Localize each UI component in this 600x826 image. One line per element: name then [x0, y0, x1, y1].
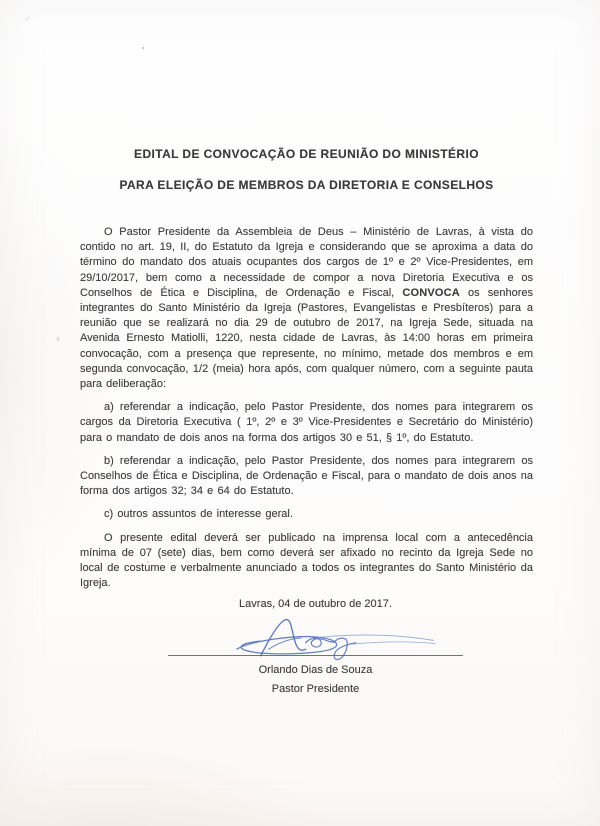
- doc-title-line-2: PARA ELEIÇÃO DE MEMBROS DA DIRETORIA E CONSELHOS: [119, 178, 494, 192]
- scan-speck: [142, 47, 144, 49]
- doc-title-line-1: EDITAL DE CONVOCAÇÃO DE REUNIÃO DO MINISTÉRIO: [134, 147, 479, 161]
- date-line: Lavras, 04 de outubro de 2017.: [239, 598, 392, 611]
- agenda-item-c: c) outros assuntos de interesse geral.: [104, 508, 293, 521]
- closing-paragraph: O presente edital deverá ser publicado na imprensa local com a antecedência mínima de 07 (sete) dias, bem como deverá ser afixado no recinto da Igreja Sede no local de costume e verbalmente anunciado a todos os integrantes do Santo Ministério da Igreja.: [80, 531, 533, 590]
- signature-line: [168, 655, 463, 656]
- convoca-emphasis: CONVOCA: [402, 286, 460, 299]
- scan-speck: [24, 16, 30, 21]
- signatory-name: Orlando Dias de Souza: [258, 664, 373, 677]
- document-body: [80, 146, 533, 696]
- agenda-item-a: a) referendar a indicação, pelo Pastor Presidente, dos nomes para integrarem os cargos da Diretoria Executiva ( 1º, 2º e 3º Vice-Presidentes e Secretário do Ministério) para o mandato de dois anos na forma dos artigos 30 e 51, § 1º, do Estatuto.: [80, 401, 533, 444]
- opening-paragraph-text: O Pastor Presidente da Assembleia de Deus – Ministério de Lavras, à vista do contido no art. 19, II, do Estatuto da Igreja e considerando que se aproxima a data do término do mandato dos atuais ocupantes dos cargos de 1º e 2º Vice-Presidentes, em 29/10/2017, bem como a necessidade de compor a nova Diretoria Executiva e os Conselhos de Ética e Disciplina, de Ordenação e Fiscal,: [80, 226, 533, 299]
- agenda-item-b: b) referendar a indicação, pelo Pastor Presidente, dos nomes para integrarem os Conselhos de Ética e Disciplina, de Ordenação e Fiscal, para o mandato de dois anos na forma dos artigos 32; 34 e 64 do Estatuto.: [80, 454, 533, 498]
- signatory-title: Pastor Presidente: [271, 683, 360, 696]
- signature-block: [98, 614, 533, 696]
- opening-paragraph: [80, 225, 533, 392]
- scan-speck: [57, 337, 59, 341]
- opening-paragraph-continuation: os senhores integrantes do Santo Ministério da Igreja (Pastores, Evangelistas e Presbíteros) para a reunião que se realizará no dia 29 de outubro de 2017, na Igreja Sede, situada na Avenida Ernesto Matiolli, 1220, nesta cidade de Lavras, às 14:00 horas em primeira convocação, com a presença que represente, no mínimo, metade dos membros e em segunda convocação, 1/2 (meia) hora após, com qualquer número, com a seguinte pauta para deliberação:: [80, 286, 533, 391]
